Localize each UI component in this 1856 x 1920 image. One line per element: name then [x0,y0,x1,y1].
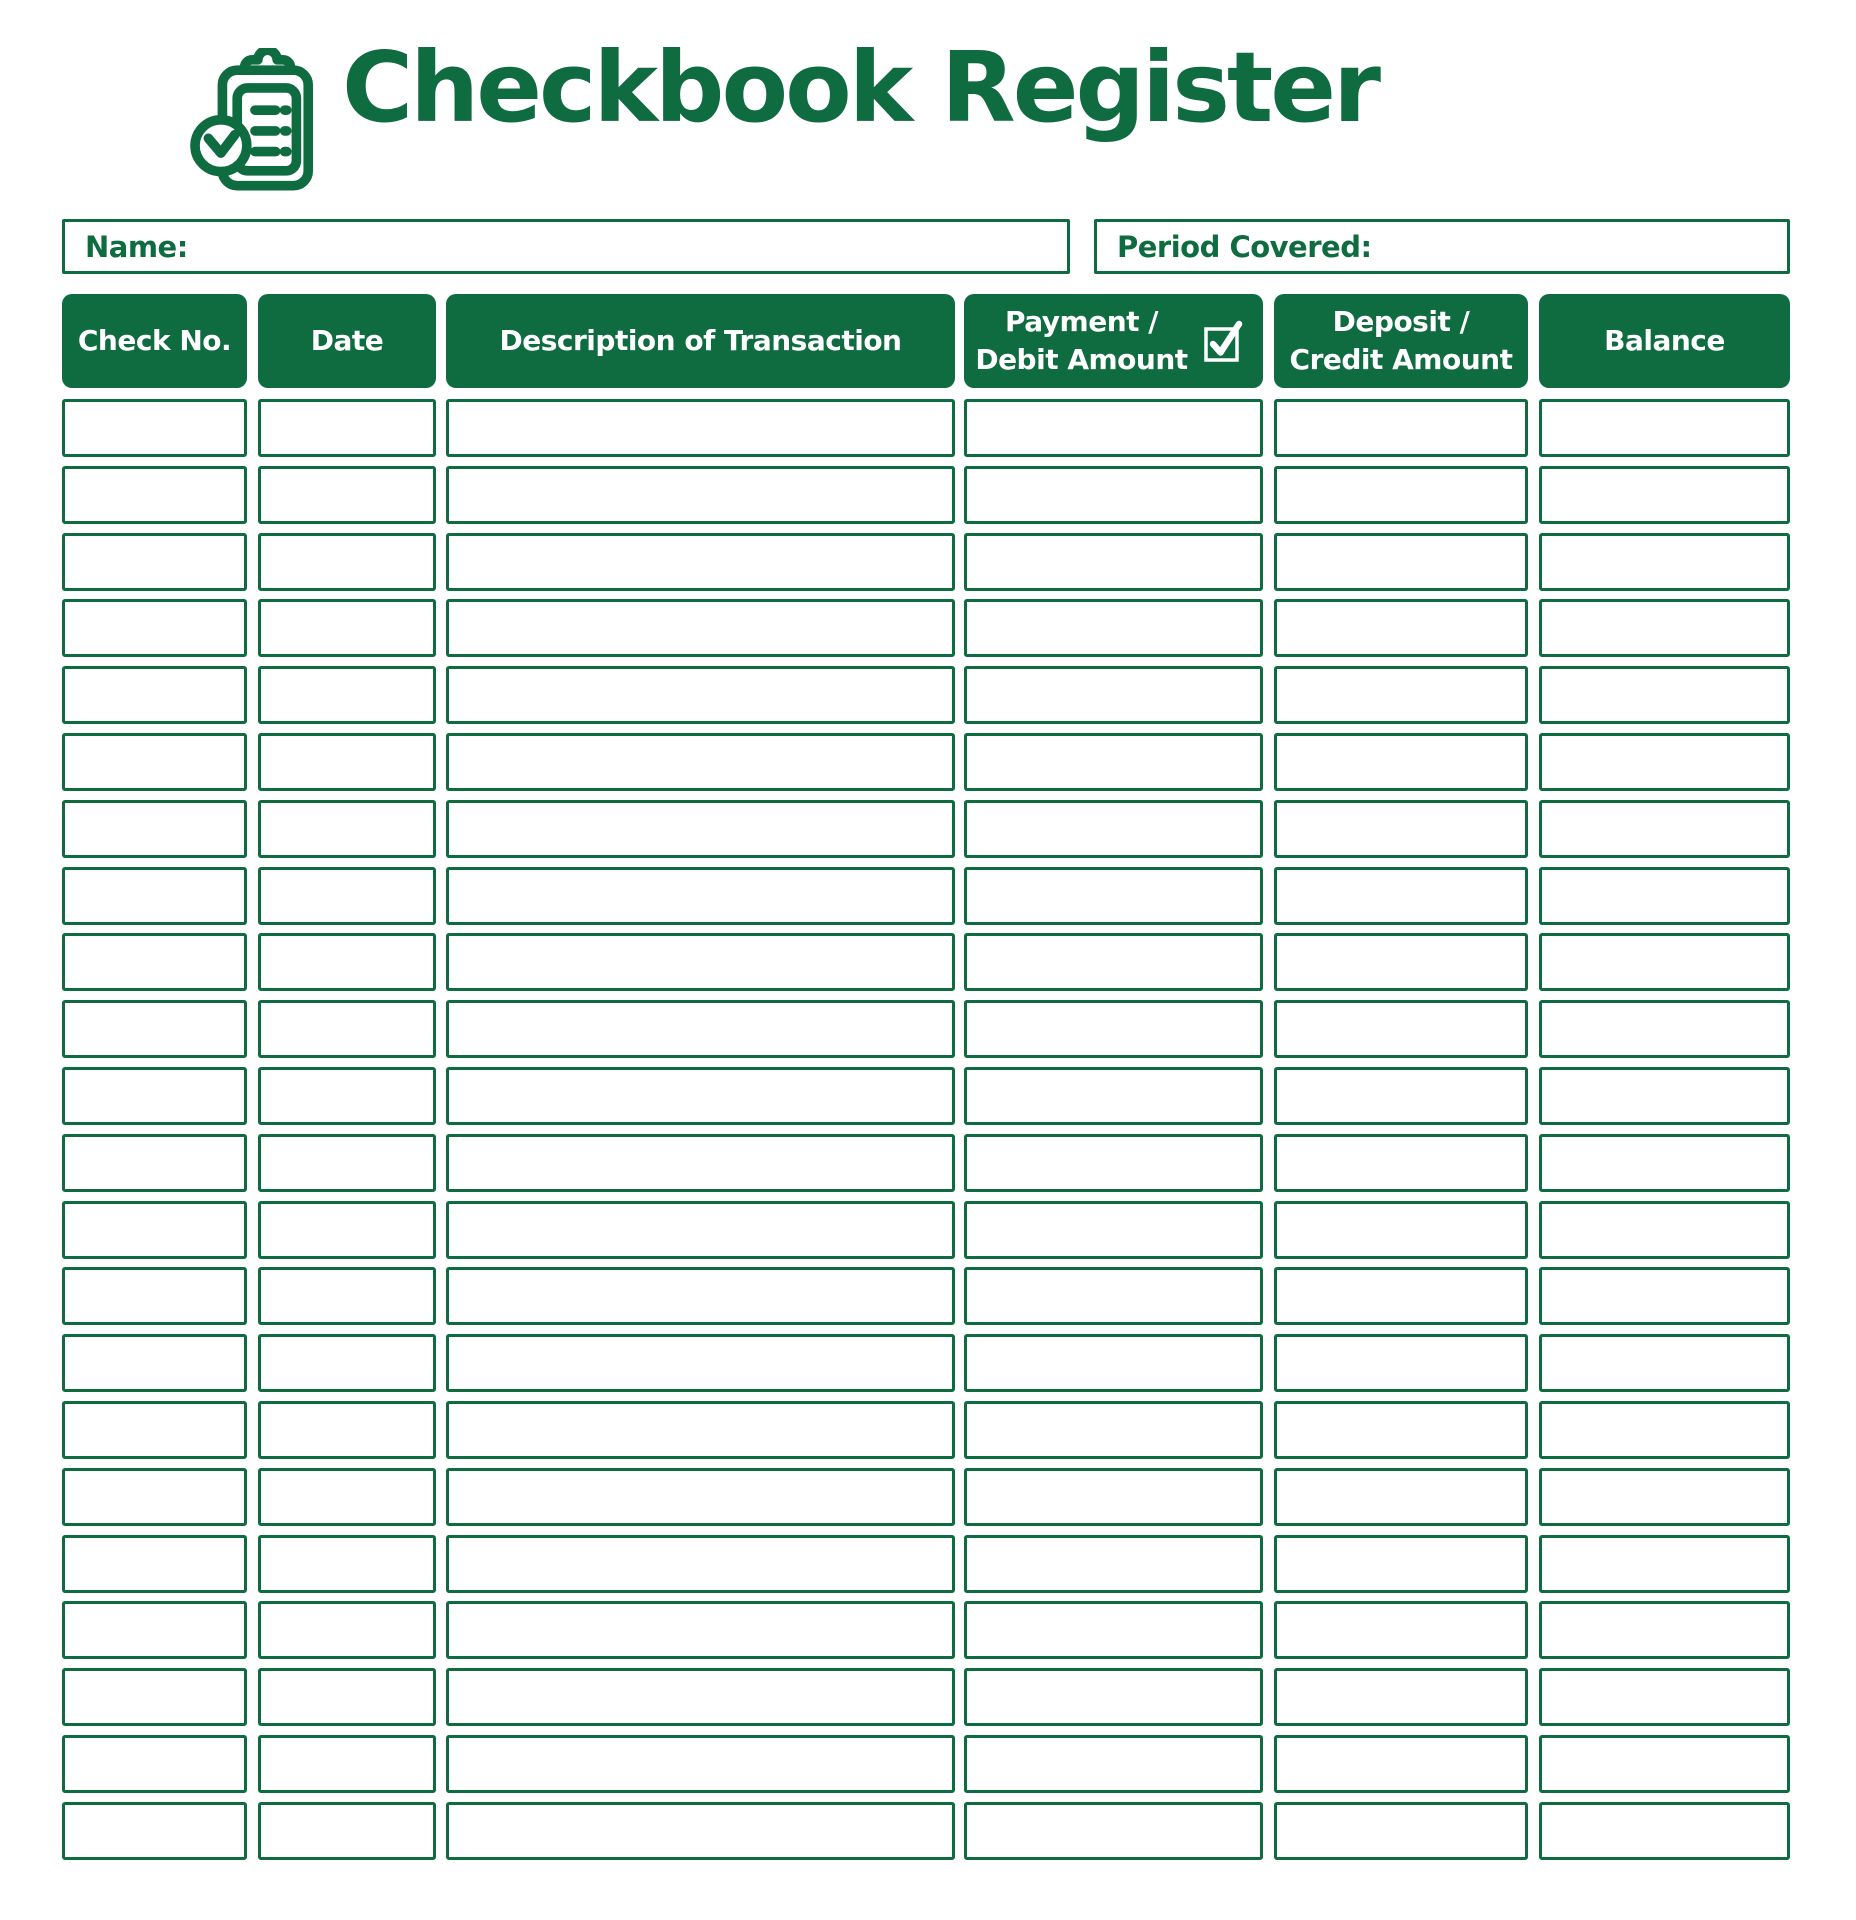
period-covered-label: Period Covered: [1117,229,1372,264]
cell-check-no[interactable] [62,1601,247,1659]
cell-check-no[interactable] [62,466,247,524]
table-row [0,599,1856,657]
page-title: Checkbook Register [342,31,1378,144]
cell-balance[interactable] [1539,466,1790,524]
cell-date[interactable] [258,1334,436,1392]
cell-check-no[interactable] [62,933,247,991]
table-row [0,867,1856,925]
table-row [0,1668,1856,1726]
column-header-label: Deposit / Credit Amount [1289,305,1513,376]
cell-date[interactable] [258,1802,436,1860]
cell-payment[interactable] [964,533,1263,591]
cell-payment[interactable] [964,1000,1263,1058]
cell-date[interactable] [258,1535,436,1593]
cell-check-no[interactable] [62,733,247,791]
column-header-label: Check No. [77,324,232,358]
name-field[interactable] [62,219,1070,274]
cell-balance[interactable] [1539,533,1790,591]
cell-deposit[interactable] [1274,1000,1528,1058]
cell-check-no[interactable] [62,1401,247,1459]
table-row [0,466,1856,524]
name-label: Name: [85,229,188,264]
clipboard-clock-icon [172,48,332,196]
cell-deposit[interactable] [1274,1535,1528,1593]
cell-deposit[interactable] [1274,399,1528,457]
cell-date[interactable] [258,733,436,791]
cell-balance[interactable] [1539,1201,1790,1259]
table-row [0,1735,1856,1793]
table-row [0,1000,1856,1058]
cell-date[interactable] [258,800,436,858]
cell-check-no[interactable] [62,399,247,457]
table-row [0,800,1856,858]
cell-description[interactable] [446,1802,955,1860]
cell-description[interactable] [446,533,955,591]
cell-balance[interactable] [1539,666,1790,724]
cell-date[interactable] [258,466,436,524]
cell-check-no[interactable] [62,1267,247,1325]
cell-balance[interactable] [1539,1668,1790,1726]
cell-description[interactable] [446,800,955,858]
cell-deposit[interactable] [1274,733,1528,791]
cell-date[interactable] [258,666,436,724]
cell-description[interactable] [446,1735,955,1793]
cell-date[interactable] [258,1401,436,1459]
checked-checkbox-icon [1203,318,1243,364]
table-row [0,666,1856,724]
cell-deposit[interactable] [1274,666,1528,724]
cell-payment[interactable] [964,1267,1263,1325]
cell-deposit[interactable] [1274,1401,1528,1459]
cell-balance[interactable] [1539,733,1790,791]
cell-description[interactable] [446,399,955,457]
cell-balance[interactable] [1539,867,1790,925]
column-header-label: Date [310,324,384,358]
cell-date[interactable] [258,1601,436,1659]
cell-date[interactable] [258,1000,436,1058]
cell-payment[interactable] [964,933,1263,991]
cell-deposit[interactable] [1274,1334,1528,1392]
cell-deposit[interactable] [1274,1267,1528,1325]
cell-description[interactable] [446,1601,955,1659]
column-header-description [446,294,955,388]
cell-check-no[interactable] [62,1535,247,1593]
cell-deposit[interactable] [1274,867,1528,925]
cell-balance[interactable] [1539,1401,1790,1459]
cell-balance[interactable] [1539,599,1790,657]
cell-description[interactable] [446,1067,955,1125]
cell-date[interactable] [258,599,436,657]
cell-balance[interactable] [1539,399,1790,457]
cell-balance[interactable] [1539,1267,1790,1325]
cell-balance[interactable] [1539,1802,1790,1860]
cell-payment[interactable] [964,1468,1263,1526]
cell-date[interactable] [258,1201,436,1259]
cell-deposit[interactable] [1274,1134,1528,1192]
cell-payment[interactable] [964,466,1263,524]
cell-check-no[interactable] [62,867,247,925]
cell-description[interactable] [446,1468,955,1526]
cell-date[interactable] [258,1267,436,1325]
table-row [0,399,1856,457]
cell-description[interactable] [446,466,955,524]
cell-deposit[interactable] [1274,933,1528,991]
cell-deposit[interactable] [1274,466,1528,524]
cell-date[interactable] [258,533,436,591]
column-header-label: Description of Transaction [499,324,902,358]
cell-date[interactable] [258,1067,436,1125]
cell-payment[interactable] [964,1802,1263,1860]
cell-deposit[interactable] [1274,1802,1528,1860]
table-row [0,733,1856,791]
cell-payment[interactable] [964,1401,1263,1459]
table-row [0,1601,1856,1659]
cell-description[interactable] [446,1134,955,1192]
cell-description[interactable] [446,599,955,657]
cell-deposit[interactable] [1274,1668,1528,1726]
cell-description[interactable] [446,1668,955,1726]
cell-deposit[interactable] [1274,1067,1528,1125]
cell-deposit[interactable] [1274,1201,1528,1259]
cell-deposit[interactable] [1274,1601,1528,1659]
cell-balance[interactable] [1539,1735,1790,1793]
column-header-deposit [1274,294,1528,388]
cell-check-no[interactable] [62,1000,247,1058]
cell-date[interactable] [258,1735,436,1793]
cell-check-no[interactable] [62,1802,247,1860]
cell-check-no[interactable] [62,666,247,724]
column-header-payment [964,294,1263,388]
cell-balance[interactable] [1539,933,1790,991]
cell-check-no[interactable] [62,1668,247,1726]
cell-payment[interactable] [964,1134,1263,1192]
table-row [0,1468,1856,1526]
cell-date[interactable] [258,399,436,457]
table-row [0,933,1856,991]
column-header-date [258,294,436,388]
cell-description[interactable] [446,1267,955,1325]
cell-description[interactable] [446,1535,955,1593]
cell-check-no[interactable] [62,1334,247,1392]
cell-deposit[interactable] [1274,1735,1528,1793]
cell-date[interactable] [258,1134,436,1192]
cell-balance[interactable] [1539,1601,1790,1659]
cell-check-no[interactable] [62,599,247,657]
cell-date[interactable] [258,867,436,925]
cell-payment[interactable] [964,1334,1263,1392]
cell-payment[interactable] [964,1668,1263,1726]
table-row [0,1201,1856,1259]
table-row [0,1134,1856,1192]
cell-date[interactable] [258,1668,436,1726]
cell-balance[interactable] [1539,1067,1790,1125]
table-row [0,1535,1856,1593]
cell-description[interactable] [446,1000,955,1058]
cell-description[interactable] [446,666,955,724]
cell-check-no[interactable] [62,1134,247,1192]
cell-deposit[interactable] [1274,533,1528,591]
cell-payment[interactable] [964,399,1263,457]
cell-check-no[interactable] [62,1468,247,1526]
cell-deposit[interactable] [1274,1468,1528,1526]
cell-payment[interactable] [964,733,1263,791]
cell-balance[interactable] [1539,1535,1790,1593]
cell-description[interactable] [446,867,955,925]
cell-date[interactable] [258,1468,436,1526]
column-header-balance [1539,294,1790,388]
cell-description[interactable] [446,733,955,791]
column-header-check-no [62,294,247,388]
cell-payment[interactable] [964,599,1263,657]
cell-description[interactable] [446,1201,955,1259]
cell-check-no[interactable] [62,800,247,858]
cell-payment[interactable] [964,800,1263,858]
period-covered-field[interactable] [1094,219,1790,274]
cell-payment[interactable] [964,1601,1263,1659]
cell-deposit[interactable] [1274,599,1528,657]
table-row [0,1401,1856,1459]
cell-check-no[interactable] [62,1201,247,1259]
cell-payment[interactable] [964,666,1263,724]
cell-payment[interactable] [964,1535,1263,1593]
cell-payment[interactable] [964,867,1263,925]
cell-payment[interactable] [964,1201,1263,1259]
cell-deposit[interactable] [1274,800,1528,858]
cell-check-no[interactable] [62,533,247,591]
cell-balance[interactable] [1539,800,1790,858]
cell-check-no[interactable] [62,1735,247,1793]
cell-balance[interactable] [1539,1134,1790,1192]
table-row [0,1334,1856,1392]
table-row [0,1067,1856,1125]
cell-payment[interactable] [964,1067,1263,1125]
cell-description[interactable] [446,933,955,991]
cell-date[interactable] [258,933,436,991]
cell-balance[interactable] [1539,1334,1790,1392]
table-row [0,1267,1856,1325]
cell-payment[interactable] [964,1735,1263,1793]
cell-check-no[interactable] [62,1067,247,1125]
column-header-label: Balance [1604,324,1725,358]
table-row [0,533,1856,591]
cell-balance[interactable] [1539,1468,1790,1526]
table-row [0,1802,1856,1860]
cell-description[interactable] [446,1401,955,1459]
column-header-label: Payment / Debit Amount [975,305,1188,376]
cell-description[interactable] [446,1334,955,1392]
cell-balance[interactable] [1539,1000,1790,1058]
